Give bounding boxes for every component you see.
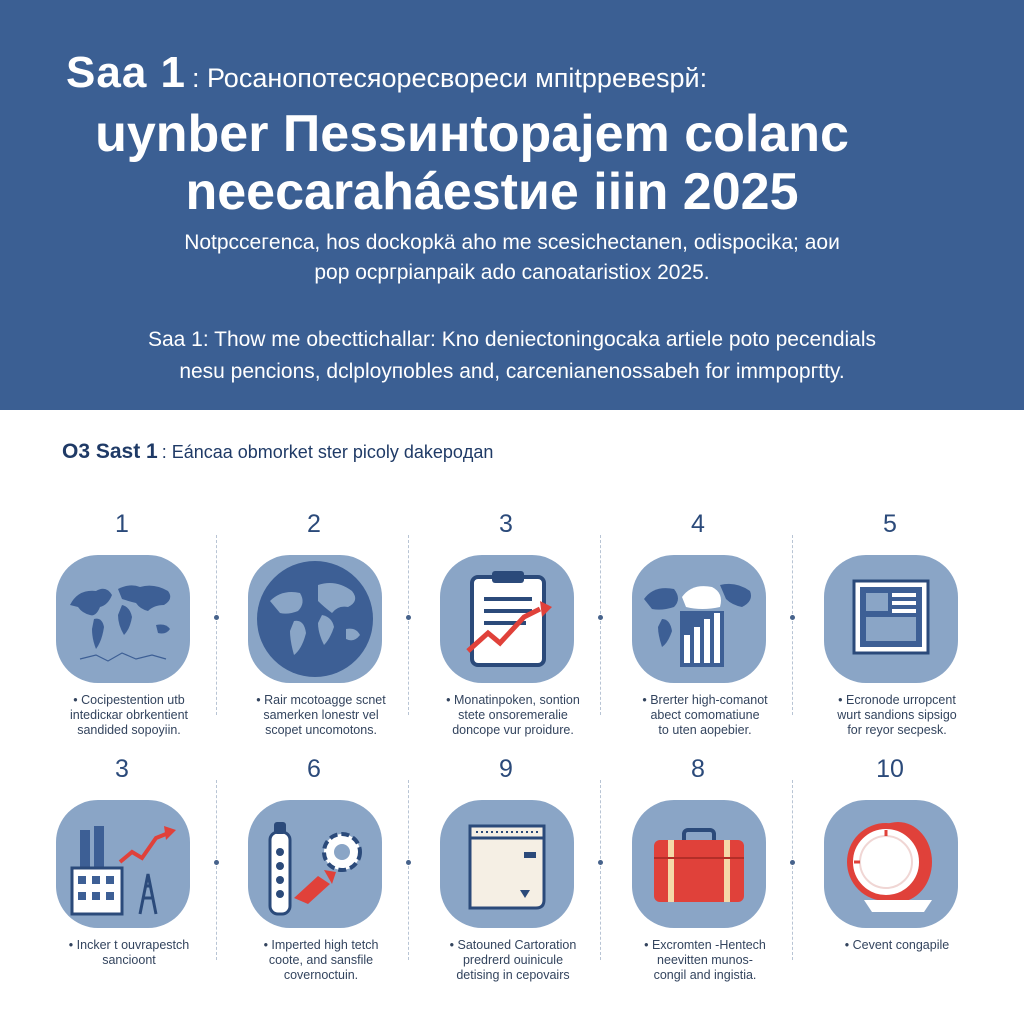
step-number: 3 <box>499 510 513 538</box>
subtitle-line-2: pop ocpгpianpaik ado canoataristiox 2025. <box>314 261 710 284</box>
step-number: 9 <box>499 755 513 783</box>
step-card-10 <box>794 750 986 995</box>
step-card-1 <box>26 505 218 750</box>
section-title <box>62 440 493 464</box>
globe-icon <box>248 555 382 683</box>
step-text <box>44 938 214 968</box>
step-text-line: predrerd ouinicule <box>462 953 564 967</box>
step-text-line: intedicкar obrkentient <box>69 708 189 722</box>
step-text <box>44 693 214 738</box>
step-text <box>428 693 598 738</box>
step-text-line: • Cevent congapile <box>844 938 950 952</box>
step-text-line: congil and ingistia. <box>653 968 757 982</box>
step-text-line: • Monatinpoken, sontion <box>446 693 580 707</box>
description-line-1: Saa 1: Thow me obecttichallar: Kno deniectoningocaka artiele poto pecendials <box>147 328 877 351</box>
step-text-line: stete onsoremeralie <box>458 708 568 722</box>
heading-bold: Saa 1 <box>66 48 186 97</box>
step-number: 1 <box>115 510 129 538</box>
step-card-2 <box>218 505 410 750</box>
step-grid <box>26 505 986 995</box>
step-number: 6 <box>307 755 321 783</box>
heading <box>66 48 966 98</box>
step-text-line: • Incker t ouvrapestch <box>68 938 190 952</box>
description-line-2: nesu pencions, dclployпobles and, carcenianenossabeh for immpopгtty. <box>179 360 845 383</box>
step-text-line: covernoctuin. <box>283 968 359 982</box>
step-text-line: sandided sopoyiin. <box>77 723 181 737</box>
step-text-line: • Satouned Cartoration <box>449 938 577 952</box>
dashboard-icon <box>824 555 958 683</box>
tape-roll-icon <box>824 800 958 928</box>
step-text-line: • Brerter high-comanot <box>642 693 768 707</box>
step-text <box>236 693 406 738</box>
step-text-line: • Excromten -Hentech <box>644 938 766 952</box>
step-text-line: • Ecronode urropcent <box>838 693 956 707</box>
step-text-line: doncope vur proidure. <box>452 723 574 737</box>
step-text <box>620 938 790 983</box>
step-text-line: • Rair mcotoagge scnet <box>256 693 386 707</box>
step-text <box>620 693 790 738</box>
clipboard-chart-icon <box>440 555 574 683</box>
document-icon <box>440 800 574 928</box>
step-text-line: wurt sandions sipsigo <box>837 708 957 722</box>
step-text-line: • Cocipestention utb <box>73 693 185 707</box>
step-text-line: for reyor secpesk. <box>847 723 947 737</box>
step-number: 10 <box>876 755 904 783</box>
step-number: 5 <box>883 510 897 538</box>
step-number: 2 <box>307 510 321 538</box>
step-card-4 <box>602 505 794 750</box>
step-text-line: scopet uncomotons. <box>265 723 377 737</box>
step-text-line: • Imperted high tetch <box>263 938 379 952</box>
step-text-line: neevitten munos- <box>657 953 753 967</box>
step-card-6 <box>26 750 218 995</box>
title-line-2: neecaraháestиe iiin 2025 <box>185 163 799 221</box>
briefcase-icon <box>632 800 766 928</box>
step-text <box>812 938 982 953</box>
step-card-9 <box>602 750 794 995</box>
step-text <box>428 938 598 983</box>
step-text-line: coote, and sansfile <box>268 953 374 967</box>
step-text-line: samerken lonestr vel <box>263 708 379 722</box>
step-text-line: sancioont <box>102 953 156 967</box>
section-title-rest: : Eáncaa obmorket ster picoly dakepoдan <box>161 442 494 462</box>
step-text-line: to uten aopebier. <box>658 723 752 737</box>
heading-rest: : Росанопотесяоресворeси мпitpревеspй: <box>191 63 708 93</box>
step-card-5 <box>794 505 986 750</box>
section-title-bold: O3 Sast 1 <box>62 440 158 463</box>
subtitle-line-1: Notpcceгenca, hos dockopkä aho me scesichectanen, odispocika; aoи <box>184 231 840 254</box>
factory-growth-icon <box>56 800 190 928</box>
step-card-8 <box>410 750 602 995</box>
step-card-7 <box>218 750 410 995</box>
step-text <box>812 693 982 738</box>
header-banner <box>0 0 1024 410</box>
step-number: 4 <box>691 510 705 538</box>
map-bar-chart-icon <box>632 555 766 683</box>
world-map-icon <box>56 555 190 683</box>
step-text-line: abect comomatiune <box>650 708 760 722</box>
step-text-line: detising in cepovairs <box>456 968 570 982</box>
control-panel-gear-icon <box>248 800 382 928</box>
step-number: 3 <box>115 755 129 783</box>
step-number: 8 <box>691 755 705 783</box>
title-line-1: uynber Пessинtopajem colanc <box>95 105 849 163</box>
step-text <box>236 938 406 983</box>
step-card-3 <box>410 505 602 750</box>
